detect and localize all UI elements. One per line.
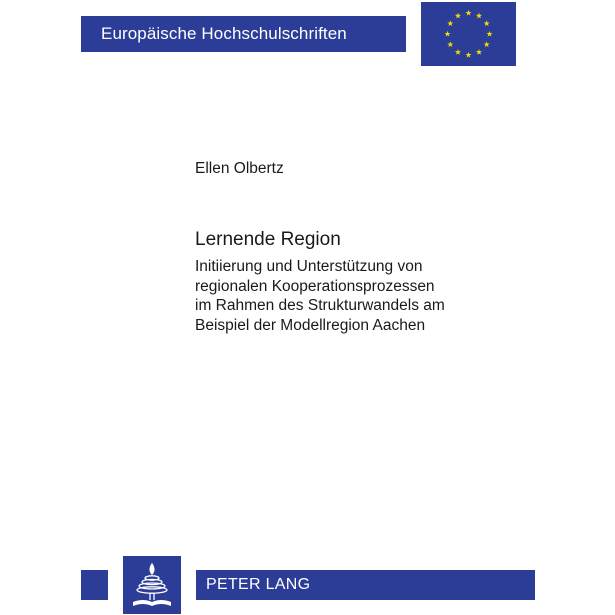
eu-flag-icon bbox=[421, 2, 516, 66]
peter-lang-emblem-icon bbox=[123, 556, 181, 614]
publisher-banner bbox=[196, 570, 535, 600]
book-subtitle bbox=[195, 257, 495, 335]
eu-star-icon bbox=[476, 13, 482, 19]
eu-star-icon bbox=[465, 52, 471, 58]
author-name: Ellen Olbertz bbox=[195, 160, 284, 177]
subtitle-line: regionalen Kooperationsprozessen bbox=[195, 277, 435, 295]
eu-star-icon bbox=[484, 41, 490, 47]
eu-star-icon bbox=[455, 49, 461, 55]
eu-star-icon bbox=[486, 31, 492, 37]
series-banner bbox=[81, 16, 406, 52]
subtitle-line: im Rahmen des Strukturwandels am bbox=[195, 297, 445, 314]
eu-star-icon bbox=[465, 10, 471, 16]
publisher-name: PETER LANG bbox=[206, 576, 311, 593]
eu-star-icon bbox=[455, 13, 461, 19]
eu-star-icon bbox=[476, 49, 482, 55]
subtitle-line: Beispiel der Modellregion Aachen bbox=[195, 316, 426, 334]
book-title: Lernende Region bbox=[195, 229, 341, 250]
series-title: Europäische Hochschulschriften bbox=[101, 24, 347, 43]
eu-star-icon bbox=[447, 20, 453, 26]
eu-star-icon bbox=[447, 41, 453, 47]
eu-star-icon bbox=[444, 31, 450, 37]
subtitle-line: Initiierung und Unterstützung von bbox=[195, 258, 423, 275]
eu-star-icon bbox=[484, 20, 490, 26]
decorative-block bbox=[81, 570, 108, 600]
